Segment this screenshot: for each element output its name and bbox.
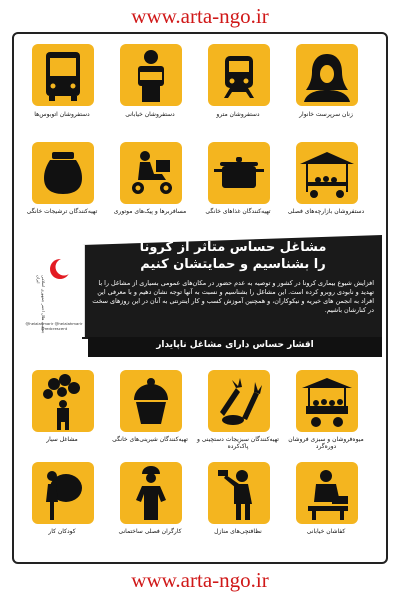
tile-caption-16: کودکان کار bbox=[48, 528, 76, 535]
fruit-cart-icon bbox=[296, 370, 358, 432]
street-vendor-icon bbox=[120, 44, 182, 106]
house-cleaner-icon bbox=[208, 462, 270, 524]
banner-title-line-1: مشاغل حساس متاثر از کرونا bbox=[139, 240, 327, 255]
tile-caption-7: مسافربرها و پیک‌های موتوری bbox=[113, 208, 187, 215]
tile-caption-3: دستفروشان خیابانی bbox=[125, 111, 175, 118]
banner-title-line-2: را بشناسیم و حمایتشان کنیم bbox=[140, 257, 326, 272]
metro-train-icon bbox=[208, 44, 270, 106]
site-url-bottom: www.arta-ngo.ir bbox=[131, 568, 269, 592]
tile-caption-4: دستفروشان اتوبوس‌ها bbox=[34, 111, 90, 118]
social-handles: @helalahmarir @helalahmarir @redcrescent bbox=[25, 321, 83, 331]
site-url-top: www.arta-ngo.ir bbox=[131, 4, 269, 28]
tile-caption-6: تهیه‌کنندگان غذاهای خانگی bbox=[205, 208, 271, 215]
banner-body: افزایش شیوع بیماری کرونا در کشور و توصیه به عدم حضور در مکان‌های عمومی بسیاری از مشاغل را با تهدید و نابودی روبرو کرده است. این مشاغل را بشناسیم و نسبت به آنها توجه نشان دهیم و با معرفی این افراد به انجمن های خیریه و نیکوکاران، و همچنین آموزش کسب و کار اینترنتی به آنان در این روزهای سخت در کنارشان باشیم. bbox=[92, 279, 374, 314]
tile-caption-2: دستفروشان مترو bbox=[216, 111, 260, 118]
banner-strip-text: اقشار حساس دارای مشاغل ناپایدار bbox=[156, 340, 314, 350]
banner-strip bbox=[88, 337, 382, 357]
tile-caption-1: زنان سرپرست خانوار bbox=[299, 111, 353, 118]
delivery-scooter-icon bbox=[120, 142, 182, 204]
info-banner bbox=[18, 235, 382, 357]
pickle-jar-icon bbox=[32, 142, 94, 204]
tile-caption-12: مشاغل سیار bbox=[46, 436, 78, 443]
tile-caption-10: تهیه‌کنندگان سبزیجات دستچینی و پاک‌کرده bbox=[197, 436, 279, 450]
banner-title bbox=[88, 239, 378, 273]
bus-icon bbox=[32, 44, 94, 106]
tile-caption-15: کارگران فصلی ساختمانی bbox=[118, 528, 182, 535]
cooking-pot-icon bbox=[208, 142, 270, 204]
tile-caption-8: تهیه‌کنندگان ترشیجات خانگی bbox=[26, 208, 98, 215]
tile-caption-11: تهیه‌کنندگان شیرینی‌های خانگی bbox=[112, 436, 188, 443]
woman-headscarf-icon bbox=[296, 44, 358, 106]
market-stall-icon bbox=[296, 142, 358, 204]
red-crescent-logo-panel bbox=[20, 245, 85, 337]
vegetables-icon bbox=[208, 370, 270, 432]
tile-caption-9: میوه‌فروشان و سبزی فروشان دوره‌گرد bbox=[288, 436, 364, 450]
org-name: جمعیت هلال احمر جمهوری اسلامی ایران bbox=[36, 275, 46, 334]
child-laborer-icon bbox=[32, 462, 94, 524]
shoe-repairer-icon bbox=[296, 462, 358, 524]
construction-worker-icon bbox=[120, 462, 182, 524]
tile-caption-13: کفاشان خیابانی bbox=[306, 528, 346, 535]
cupcake-icon bbox=[120, 370, 182, 432]
tile-caption-5: دستفروشان بازارچه‌های فصلی bbox=[287, 208, 365, 215]
balloon-seller-icon bbox=[32, 370, 94, 432]
tile-caption-14: نظافتچی‌های منازل bbox=[214, 528, 262, 535]
